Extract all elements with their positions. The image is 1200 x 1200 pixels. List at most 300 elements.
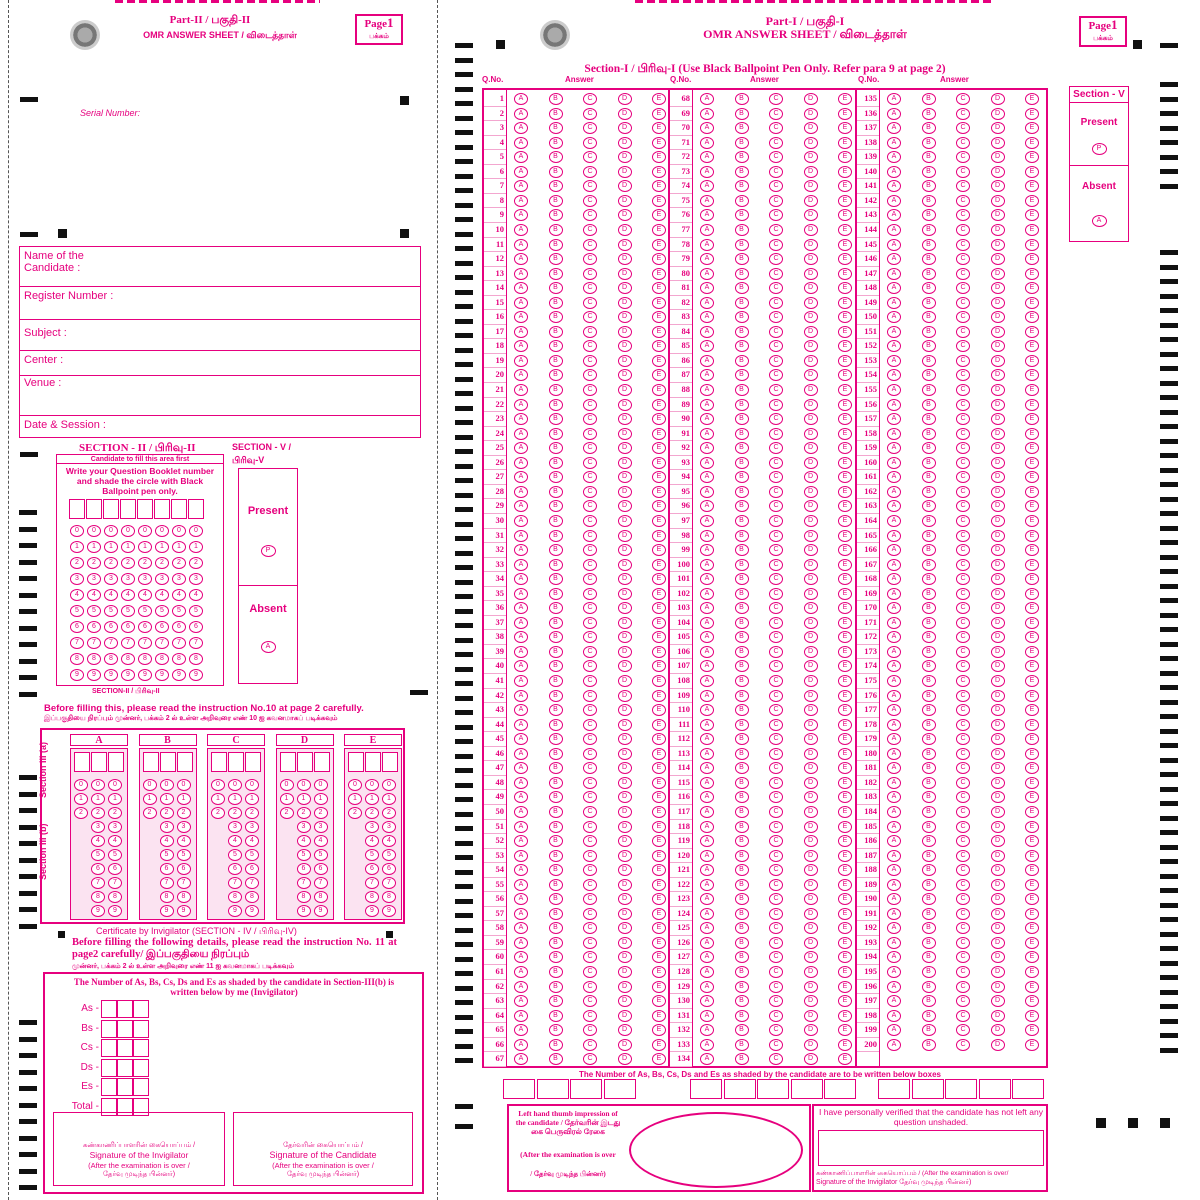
answer-bubble-a[interactable]: A [700, 821, 714, 833]
answer-bubble-c[interactable]: C [956, 617, 970, 629]
answer-bubble-b[interactable]: B [922, 1039, 936, 1051]
section3-digit-bubble[interactable]: 5 [108, 849, 122, 861]
absent-bubble-right[interactable]: A [1092, 215, 1107, 227]
answer-bubble-b[interactable]: B [549, 1010, 563, 1022]
answer-bubble-c[interactable]: C [769, 675, 783, 687]
section3-digit-bubble[interactable]: 2 [245, 807, 259, 819]
answer-bubble-d[interactable]: D [618, 442, 632, 454]
answer-bubble-c[interactable]: C [583, 457, 597, 469]
answer-bubble-e[interactable]: E [1025, 1039, 1039, 1051]
answer-bubble-e[interactable]: E [652, 93, 666, 105]
section3-digit-bubble[interactable]: 0 [74, 779, 88, 791]
answer-bubble-e[interactable]: E [838, 559, 852, 571]
answer-bubble-c[interactable]: C [769, 966, 783, 978]
answer-bubble-c[interactable]: C [769, 573, 783, 585]
answer-bubble-b[interactable]: B [922, 530, 936, 542]
answer-bubble-b[interactable]: B [549, 428, 563, 440]
section3-digit-bubble[interactable]: 0 [365, 779, 379, 791]
answer-count-box[interactable] [979, 1079, 1011, 1099]
answer-bubble-d[interactable]: D [804, 340, 818, 352]
answer-bubble-a[interactable]: A [700, 500, 714, 512]
section4-count-box[interactable] [133, 1078, 149, 1096]
section3-digit-bubble[interactable]: 2 [177, 807, 191, 819]
booklet-digit-box[interactable] [103, 499, 119, 519]
answer-bubble-d[interactable]: D [991, 922, 1005, 934]
answer-bubble-c[interactable]: C [769, 922, 783, 934]
answer-bubble-e[interactable]: E [1025, 282, 1039, 294]
answer-bubble-d[interactable]: D [618, 311, 632, 323]
answer-bubble-d[interactable]: D [991, 93, 1005, 105]
answer-bubble-a[interactable]: A [514, 806, 528, 818]
answer-bubble-a[interactable]: A [887, 937, 901, 949]
section4-count-box[interactable] [101, 1039, 117, 1057]
answer-bubble-d[interactable]: D [991, 268, 1005, 280]
booklet-digit-bubble[interactable]: 2 [172, 557, 186, 569]
answer-bubble-c[interactable]: C [956, 457, 970, 469]
answer-bubble-c[interactable]: C [956, 151, 970, 163]
answer-bubble-c[interactable]: C [769, 355, 783, 367]
answer-bubble-d[interactable]: D [804, 660, 818, 672]
section3-digit-bubble[interactable]: 8 [177, 891, 191, 903]
answer-bubble-a[interactable]: A [700, 1053, 714, 1065]
answer-bubble-e[interactable]: E [652, 791, 666, 803]
answer-bubble-b[interactable]: B [922, 457, 936, 469]
section3-digit-bubble[interactable]: 0 [177, 779, 191, 791]
answer-bubble-c[interactable]: C [583, 602, 597, 614]
booklet-digit-bubble[interactable]: 1 [104, 541, 118, 553]
answer-bubble-d[interactable]: D [804, 530, 818, 542]
answer-bubble-d[interactable]: D [618, 821, 632, 833]
answer-bubble-b[interactable]: B [549, 631, 563, 643]
answer-bubble-d[interactable]: D [618, 195, 632, 207]
booklet-digit-box[interactable] [137, 499, 153, 519]
answer-bubble-e[interactable]: E [1025, 399, 1039, 411]
answer-bubble-c[interactable]: C [956, 646, 970, 658]
answer-bubble-a[interactable]: A [514, 850, 528, 862]
answer-bubble-c[interactable]: C [956, 631, 970, 643]
booklet-digit-bubble[interactable]: 3 [189, 573, 203, 585]
section3-digit-bubble[interactable]: 1 [211, 793, 225, 805]
answer-count-box[interactable] [824, 1079, 856, 1099]
answer-bubble-d[interactable]: D [618, 777, 632, 789]
answer-bubble-b[interactable]: B [922, 442, 936, 454]
answer-bubble-b[interactable]: B [922, 835, 936, 847]
answer-bubble-d[interactable]: D [804, 690, 818, 702]
answer-bubble-d[interactable]: D [804, 180, 818, 192]
section3-digit-bubble[interactable]: 8 [108, 891, 122, 903]
answer-bubble-b[interactable]: B [735, 1010, 749, 1022]
answer-bubble-a[interactable]: A [514, 922, 528, 934]
answer-bubble-d[interactable]: D [991, 559, 1005, 571]
answer-bubble-c[interactable]: C [956, 122, 970, 134]
answer-bubble-a[interactable]: A [887, 195, 901, 207]
answer-bubble-b[interactable]: B [922, 646, 936, 658]
answer-bubble-c[interactable]: C [583, 340, 597, 352]
answer-bubble-e[interactable]: E [652, 893, 666, 905]
answer-bubble-d[interactable]: D [618, 631, 632, 643]
answer-bubble-e[interactable]: E [1025, 442, 1039, 454]
answer-bubble-c[interactable]: C [583, 486, 597, 498]
answer-bubble-c[interactable]: C [769, 151, 783, 163]
answer-bubble-d[interactable]: D [618, 282, 632, 294]
answer-bubble-a[interactable]: A [514, 108, 528, 120]
answer-bubble-d[interactable]: D [618, 268, 632, 280]
answer-bubble-e[interactable]: E [652, 704, 666, 716]
answer-bubble-e[interactable]: E [652, 224, 666, 236]
answer-bubble-c[interactable]: C [769, 850, 783, 862]
answer-bubble-d[interactable]: D [991, 995, 1005, 1007]
booklet-digit-bubble[interactable]: 5 [70, 605, 84, 617]
booklet-digit-bubble[interactable]: 7 [189, 637, 203, 649]
answer-bubble-a[interactable]: A [887, 282, 901, 294]
section3-digit-bubble[interactable]: 1 [143, 793, 157, 805]
booklet-digit-bubble[interactable]: 4 [87, 589, 101, 601]
answer-count-box[interactable] [690, 1079, 722, 1099]
answer-bubble-b[interactable]: B [922, 399, 936, 411]
answer-bubble-a[interactable]: A [887, 180, 901, 192]
section3-digit-bubble[interactable]: 1 [382, 793, 396, 805]
answer-bubble-c[interactable]: C [956, 355, 970, 367]
answer-bubble-d[interactable]: D [804, 995, 818, 1007]
answer-bubble-c[interactable]: C [583, 297, 597, 309]
answer-bubble-c[interactable]: C [956, 733, 970, 745]
answer-bubble-a[interactable]: A [700, 864, 714, 876]
answer-bubble-a[interactable]: A [700, 733, 714, 745]
answer-bubble-b[interactable]: B [549, 340, 563, 352]
answer-bubble-d[interactable]: D [804, 311, 818, 323]
answer-bubble-d[interactable]: D [618, 1024, 632, 1036]
answer-bubble-a[interactable]: A [887, 981, 901, 993]
answer-bubble-c[interactable]: C [583, 791, 597, 803]
answer-bubble-e[interactable]: E [838, 442, 852, 454]
answer-bubble-b[interactable]: B [922, 850, 936, 862]
answer-bubble-e[interactable]: E [652, 471, 666, 483]
answer-bubble-a[interactable]: A [887, 922, 901, 934]
answer-bubble-a[interactable]: A [514, 515, 528, 527]
answer-bubble-c[interactable]: C [583, 835, 597, 847]
answer-bubble-d[interactable]: D [804, 1010, 818, 1022]
answer-bubble-c[interactable]: C [769, 340, 783, 352]
answer-bubble-b[interactable]: B [922, 631, 936, 643]
answer-bubble-e[interactable]: E [652, 588, 666, 600]
answer-bubble-d[interactable]: D [991, 544, 1005, 556]
booklet-digit-bubble[interactable]: 0 [87, 525, 101, 537]
answer-bubble-c[interactable]: C [769, 500, 783, 512]
section3-digit-bubble[interactable]: 5 [91, 849, 105, 861]
answer-bubble-e[interactable]: E [1025, 966, 1039, 978]
section3-digit-bubble[interactable]: 6 [228, 863, 242, 875]
answer-bubble-b[interactable]: B [922, 893, 936, 905]
section3-digit-box[interactable] [91, 752, 107, 772]
answer-bubble-c[interactable]: C [583, 864, 597, 876]
answer-bubble-a[interactable]: A [887, 457, 901, 469]
section3-digit-bubble[interactable]: 0 [160, 779, 174, 791]
booklet-digit-bubble[interactable]: 6 [104, 621, 118, 633]
booklet-digit-bubble[interactable]: 0 [138, 525, 152, 537]
answer-bubble-c[interactable]: C [956, 1039, 970, 1051]
answer-bubble-d[interactable]: D [804, 602, 818, 614]
answer-bubble-c[interactable]: C [583, 137, 597, 149]
answer-bubble-c[interactable]: C [769, 384, 783, 396]
answer-bubble-e[interactable]: E [838, 108, 852, 120]
answer-bubble-e[interactable]: E [652, 340, 666, 352]
answer-bubble-a[interactable]: A [700, 762, 714, 774]
answer-bubble-b[interactable]: B [735, 646, 749, 658]
answer-bubble-b[interactable]: B [735, 879, 749, 891]
section3-digit-bubble[interactable]: 0 [143, 779, 157, 791]
answer-bubble-d[interactable]: D [804, 777, 818, 789]
section3-digit-bubble[interactable]: 9 [160, 905, 174, 917]
answer-bubble-a[interactable]: A [514, 399, 528, 411]
answer-bubble-b[interactable]: B [549, 835, 563, 847]
answer-bubble-c[interactable]: C [583, 660, 597, 672]
answer-bubble-b[interactable]: B [549, 311, 563, 323]
answer-bubble-c[interactable]: C [583, 209, 597, 221]
answer-bubble-c[interactable]: C [769, 617, 783, 629]
answer-bubble-b[interactable]: B [735, 413, 749, 425]
booklet-digit-bubble[interactable]: 5 [121, 605, 135, 617]
section3-digit-bubble[interactable]: 0 [348, 779, 362, 791]
answer-bubble-e[interactable]: E [652, 966, 666, 978]
answer-bubble-b[interactable]: B [549, 355, 563, 367]
answer-bubble-a[interactable]: A [514, 631, 528, 643]
answer-bubble-b[interactable]: B [735, 122, 749, 134]
section3-digit-bubble[interactable]: 4 [382, 835, 396, 847]
answer-bubble-a[interactable]: A [514, 326, 528, 338]
answer-bubble-d[interactable]: D [804, 457, 818, 469]
answer-bubble-e[interactable]: E [652, 209, 666, 221]
answer-bubble-a[interactable]: A [700, 326, 714, 338]
answer-bubble-a[interactable]: A [700, 268, 714, 280]
section3-digit-bubble[interactable]: 9 [314, 905, 328, 917]
answer-bubble-c[interactable]: C [769, 224, 783, 236]
answer-bubble-b[interactable]: B [735, 500, 749, 512]
answer-bubble-e[interactable]: E [1025, 369, 1039, 381]
answer-bubble-c[interactable]: C [583, 311, 597, 323]
section3-digit-bubble[interactable]: 0 [91, 779, 105, 791]
answer-bubble-c[interactable]: C [769, 399, 783, 411]
section3-digit-bubble[interactable]: 2 [143, 807, 157, 819]
answer-bubble-e[interactable]: E [652, 195, 666, 207]
answer-bubble-b[interactable]: B [549, 457, 563, 469]
section3-digit-bubble[interactable]: 8 [91, 891, 105, 903]
answer-bubble-b[interactable]: B [735, 326, 749, 338]
answer-bubble-c[interactable]: C [583, 195, 597, 207]
answer-bubble-b[interactable]: B [549, 617, 563, 629]
answer-bubble-d[interactable]: D [991, 137, 1005, 149]
section3-digit-bubble[interactable]: 2 [74, 807, 88, 819]
answer-bubble-d[interactable]: D [991, 195, 1005, 207]
section3-digit-bubble[interactable]: 7 [382, 877, 396, 889]
answer-bubble-a[interactable]: A [887, 209, 901, 221]
answer-bubble-a[interactable]: A [700, 151, 714, 163]
section4-count-box[interactable] [133, 1059, 149, 1077]
answer-bubble-b[interactable]: B [922, 311, 936, 323]
answer-count-box[interactable] [537, 1079, 569, 1099]
answer-bubble-e[interactable]: E [652, 995, 666, 1007]
answer-bubble-e[interactable]: E [652, 180, 666, 192]
section3-digit-box[interactable] [160, 752, 176, 772]
answer-bubble-e[interactable]: E [1025, 995, 1039, 1007]
answer-bubble-d[interactable]: D [991, 471, 1005, 483]
section3-digit-box[interactable] [297, 752, 313, 772]
answer-bubble-e[interactable]: E [652, 675, 666, 687]
answer-bubble-e[interactable]: E [838, 355, 852, 367]
answer-bubble-b[interactable]: B [549, 559, 563, 571]
booklet-digit-bubble[interactable]: 1 [172, 541, 186, 553]
answer-bubble-c[interactable]: C [956, 311, 970, 323]
answer-bubble-e[interactable]: E [1025, 573, 1039, 585]
answer-bubble-e[interactable]: E [1025, 195, 1039, 207]
answer-bubble-c[interactable]: C [956, 908, 970, 920]
answer-bubble-d[interactable]: D [804, 239, 818, 251]
section3-digit-bubble[interactable]: 6 [91, 863, 105, 875]
answer-bubble-c[interactable]: C [583, 719, 597, 731]
section3-digit-bubble[interactable]: 6 [297, 863, 311, 875]
answer-bubble-a[interactable]: A [887, 1039, 901, 1051]
answer-bubble-e[interactable]: E [1025, 93, 1039, 105]
answer-bubble-e[interactable]: E [838, 209, 852, 221]
booklet-digit-bubble[interactable]: 9 [189, 669, 203, 681]
answer-bubble-e[interactable]: E [1025, 428, 1039, 440]
answer-bubble-b[interactable]: B [922, 297, 936, 309]
section3-digit-bubble[interactable]: 1 [365, 793, 379, 805]
answer-bubble-c[interactable]: C [956, 1010, 970, 1022]
booklet-digit-bubble[interactable]: 5 [172, 605, 186, 617]
answer-bubble-b[interactable]: B [549, 486, 563, 498]
answer-bubble-d[interactable]: D [804, 1024, 818, 1036]
answer-bubble-b[interactable]: B [735, 268, 749, 280]
answer-bubble-e[interactable]: E [838, 646, 852, 658]
answer-bubble-b[interactable]: B [549, 981, 563, 993]
booklet-digit-bubble[interactable]: 4 [189, 589, 203, 601]
answer-bubble-a[interactable]: A [514, 908, 528, 920]
answer-bubble-a[interactable]: A [700, 195, 714, 207]
answer-bubble-c[interactable]: C [769, 762, 783, 774]
answer-bubble-e[interactable]: E [1025, 617, 1039, 629]
answer-bubble-b[interactable]: B [922, 180, 936, 192]
answer-bubble-b[interactable]: B [922, 981, 936, 993]
answer-bubble-b[interactable]: B [922, 282, 936, 294]
answer-bubble-c[interactable]: C [956, 675, 970, 687]
answer-bubble-a[interactable]: A [887, 733, 901, 745]
answer-bubble-b[interactable]: B [735, 835, 749, 847]
answer-bubble-b[interactable]: B [735, 908, 749, 920]
answer-bubble-d[interactable]: D [804, 1053, 818, 1065]
answer-bubble-d[interactable]: D [618, 559, 632, 571]
booklet-digit-bubble[interactable]: 8 [87, 653, 101, 665]
answer-bubble-e[interactable]: E [838, 675, 852, 687]
answer-bubble-d[interactable]: D [991, 530, 1005, 542]
answer-bubble-a[interactable]: A [700, 690, 714, 702]
answer-bubble-a[interactable]: A [514, 471, 528, 483]
answer-bubble-b[interactable]: B [735, 966, 749, 978]
answer-bubble-d[interactable]: D [991, 588, 1005, 600]
answer-bubble-c[interactable]: C [769, 282, 783, 294]
answer-bubble-e[interactable]: E [1025, 559, 1039, 571]
answer-bubble-b[interactable]: B [735, 486, 749, 498]
answer-bubble-c[interactable]: C [583, 617, 597, 629]
answer-bubble-b[interactable]: B [549, 442, 563, 454]
answer-bubble-a[interactable]: A [887, 530, 901, 542]
answer-bubble-a[interactable]: A [887, 602, 901, 614]
answer-bubble-b[interactable]: B [735, 791, 749, 803]
answer-bubble-b[interactable]: B [922, 719, 936, 731]
answer-bubble-e[interactable]: E [652, 937, 666, 949]
answer-bubble-b[interactable]: B [922, 137, 936, 149]
answer-bubble-b[interactable]: B [549, 733, 563, 745]
booklet-digit-bubble[interactable]: 8 [70, 653, 84, 665]
answer-bubble-e[interactable]: E [838, 93, 852, 105]
booklet-digit-bubble[interactable]: 5 [189, 605, 203, 617]
answer-bubble-a[interactable]: A [514, 355, 528, 367]
answer-bubble-c[interactable]: C [956, 748, 970, 760]
answer-bubble-a[interactable]: A [700, 602, 714, 614]
answer-bubble-b[interactable]: B [735, 617, 749, 629]
answer-bubble-c[interactable]: C [583, 180, 597, 192]
answer-bubble-e[interactable]: E [838, 821, 852, 833]
booklet-digit-bubble[interactable]: 9 [104, 669, 118, 681]
answer-bubble-b[interactable]: B [922, 544, 936, 556]
booklet-digit-box[interactable] [120, 499, 136, 519]
section3-digit-bubble[interactable]: 1 [314, 793, 328, 805]
answer-bubble-c[interactable]: C [583, 428, 597, 440]
section3-digit-box[interactable] [382, 752, 398, 772]
section3-digit-bubble[interactable]: 7 [365, 877, 379, 889]
answer-bubble-b[interactable]: B [735, 428, 749, 440]
section3-digit-bubble[interactable]: 4 [177, 835, 191, 847]
section4-count-box[interactable] [101, 1059, 117, 1077]
booklet-digit-bubble[interactable]: 9 [155, 669, 169, 681]
answer-bubble-c[interactable]: C [583, 893, 597, 905]
answer-bubble-e[interactable]: E [838, 166, 852, 178]
answer-bubble-a[interactable]: A [514, 544, 528, 556]
booklet-digit-bubble[interactable]: 5 [104, 605, 118, 617]
answer-bubble-c[interactable]: C [583, 326, 597, 338]
answer-bubble-d[interactable]: D [991, 602, 1005, 614]
booklet-digit-bubble[interactable]: 2 [104, 557, 118, 569]
answer-bubble-b[interactable]: B [549, 297, 563, 309]
answer-bubble-b[interactable]: B [735, 675, 749, 687]
answer-bubble-c[interactable]: C [769, 253, 783, 265]
booklet-digit-bubble[interactable]: 8 [104, 653, 118, 665]
answer-bubble-a[interactable]: A [514, 995, 528, 1007]
answer-bubble-c[interactable]: C [956, 850, 970, 862]
answer-bubble-a[interactable]: A [514, 500, 528, 512]
section3-digit-bubble[interactable]: 6 [382, 863, 396, 875]
answer-bubble-a[interactable]: A [514, 617, 528, 629]
answer-bubble-d[interactable]: D [618, 937, 632, 949]
answer-bubble-a[interactable]: A [514, 486, 528, 498]
answer-bubble-b[interactable]: B [922, 471, 936, 483]
answer-bubble-c[interactable]: C [769, 195, 783, 207]
answer-bubble-e[interactable]: E [838, 399, 852, 411]
answer-bubble-a[interactable]: A [700, 573, 714, 585]
answer-bubble-c[interactable]: C [583, 399, 597, 411]
answer-bubble-a[interactable]: A [700, 893, 714, 905]
booklet-digit-bubble[interactable]: 0 [121, 525, 135, 537]
answer-bubble-d[interactable]: D [991, 311, 1005, 323]
answer-bubble-d[interactable]: D [804, 719, 818, 731]
answer-bubble-c[interactable]: C [769, 835, 783, 847]
answer-bubble-b[interactable]: B [922, 428, 936, 440]
answer-bubble-a[interactable]: A [514, 835, 528, 847]
answer-bubble-e[interactable]: E [1025, 326, 1039, 338]
answer-bubble-b[interactable]: B [735, 471, 749, 483]
answer-bubble-c[interactable]: C [583, 151, 597, 163]
booklet-digit-bubble[interactable]: 2 [70, 557, 84, 569]
answer-bubble-e[interactable]: E [652, 602, 666, 614]
